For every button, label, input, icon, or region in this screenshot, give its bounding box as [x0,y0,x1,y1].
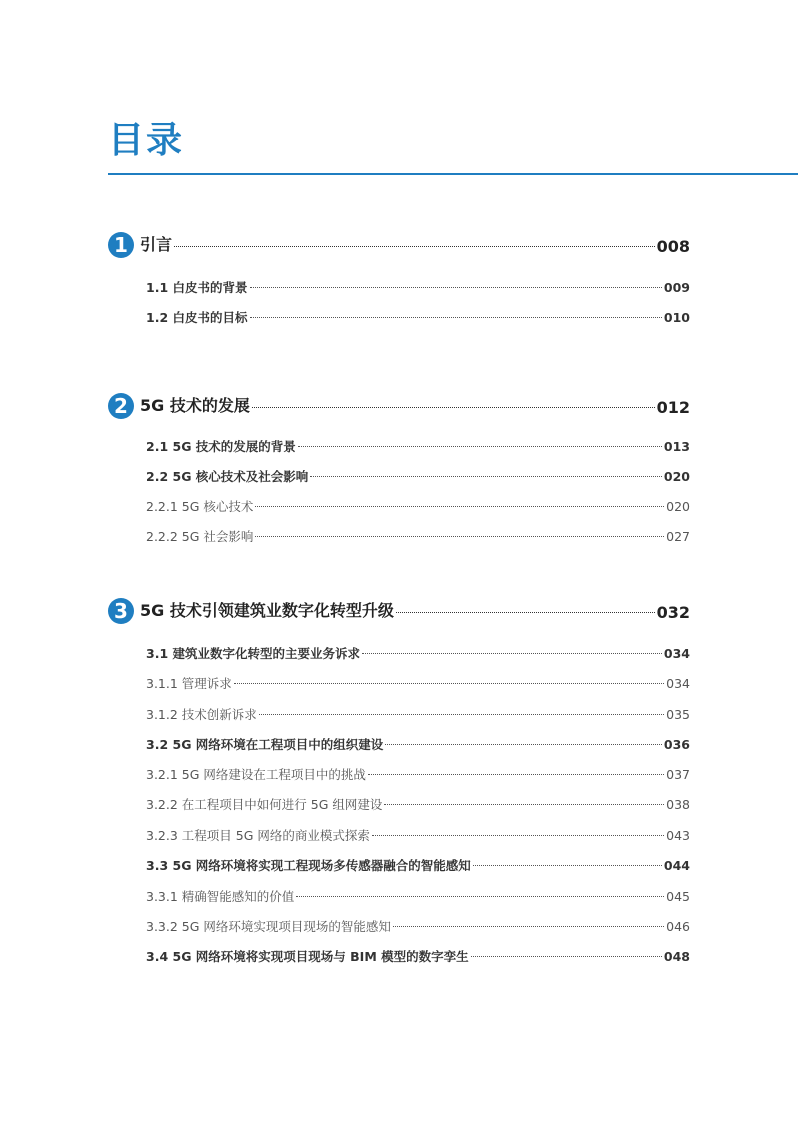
dot-leader [368,774,664,775]
entry-title: 3.2.3 工程项目 5G 网络的商业模式探索 [146,828,370,843]
toc-entry[interactable] [146,917,690,937]
page-number: 010 [663,310,690,325]
dot-leader [362,653,662,654]
page-number: 036 [663,737,690,752]
chapter-title: 5G 技术的发展 [140,396,250,415]
dot-leader [310,476,662,477]
page-number: 035 [666,707,690,722]
page-number: 034 [663,646,690,661]
entry-title: 3.3.2 5G 网络环境实现项目现场的智能感知 [146,919,391,934]
page-number: 044 [663,858,690,873]
toc-entry[interactable] [146,947,690,967]
dot-leader [174,246,655,247]
toc-entry[interactable] [146,467,690,487]
dot-leader [250,287,662,288]
toc-entry[interactable] [146,705,690,725]
toc-chapter-1[interactable] [108,232,690,259]
dot-leader [255,506,664,507]
dot-leader [471,956,662,957]
dot-leader [396,612,655,613]
entry-title: 3.2.1 5G 网络建设在工程项目中的挑战 [146,767,366,782]
chapter-title: 引言 [140,235,173,254]
page-number: 032 [656,603,690,622]
toc-entry[interactable] [146,765,690,785]
toc-entry[interactable] [146,527,690,547]
dot-leader [385,744,662,745]
dot-leader [384,804,664,805]
chapter-title: 5G 技术引领建筑业数字化转型升级 [140,601,394,620]
page-number: 013 [663,439,690,454]
page-number: 038 [666,797,690,812]
toc-entry[interactable] [146,308,690,328]
entry-title: 2.2 5G 核心技术及社会影响 [146,469,309,484]
entry-title: 3.2.2 在工程项目中如何进行 5G 组网建设 [146,797,383,812]
entry-title: 3.3.1 精确智能感知的价值 [146,889,295,904]
toc-entry[interactable] [146,887,690,907]
toc-entry[interactable] [146,644,690,664]
entry-title: 2.2.1 5G 核心技术 [146,499,254,514]
page-number: 020 [666,499,690,514]
toc-entry[interactable] [146,826,690,846]
page-number: 046 [666,919,690,934]
page-number: 012 [656,398,690,417]
entry-title: 3.1 建筑业数字化转型的主要业务诉求 [146,646,360,661]
dot-leader [473,865,662,866]
chapter-number-badge: 1 [108,232,134,258]
chapter-number-badge: 2 [108,393,134,419]
entry-title: 3.1.2 技术创新诉求 [146,707,257,722]
dot-leader [393,926,664,927]
toc-chapter-3[interactable] [108,598,690,625]
entry-title: 2.1 5G 技术的发展的背景 [146,439,296,454]
page-number: 045 [666,889,690,904]
entry-title: 1.1 白皮书的背景 [146,280,248,295]
page-number: 027 [666,529,690,544]
toc-chapter-2[interactable] [108,393,690,420]
toc-entry[interactable] [146,795,690,815]
dot-leader [296,896,664,897]
page-number: 048 [663,949,690,964]
entry-title: 3.3 5G 网络环境将实现工程现场多传感器融合的智能感知 [146,858,471,873]
page-number: 037 [666,767,690,782]
page-title: 目录 [108,120,185,161]
toc-entry[interactable] [146,856,690,876]
entry-title: 2.2.2 5G 社会影响 [146,529,254,544]
entry-title: 3.1.1 管理诉求 [146,676,232,691]
chapter-number-badge: 3 [108,598,134,624]
dot-leader [372,835,664,836]
dot-leader [250,317,662,318]
toc-entry[interactable] [146,437,690,457]
toc-entry[interactable] [146,278,690,298]
toc-entry[interactable] [146,674,690,694]
dot-leader [252,407,655,408]
toc-entry[interactable] [146,497,690,517]
page-number: 034 [666,676,690,691]
dot-leader [259,714,664,715]
page-number: 008 [656,237,690,256]
dot-leader [234,683,664,684]
entry-title: 3.2 5G 网络环境在工程项目中的组织建设 [146,737,384,752]
dot-leader [255,536,664,537]
dot-leader [298,446,662,447]
toc-entry[interactable] [146,735,690,755]
page-number: 020 [663,469,690,484]
entry-title: 3.4 5G 网络环境将实现项目现场与 BIM 模型的数字孪生 [146,949,469,964]
entry-title: 1.2 白皮书的目标 [146,310,248,325]
page-number: 043 [666,828,690,843]
page-number: 009 [663,280,690,295]
